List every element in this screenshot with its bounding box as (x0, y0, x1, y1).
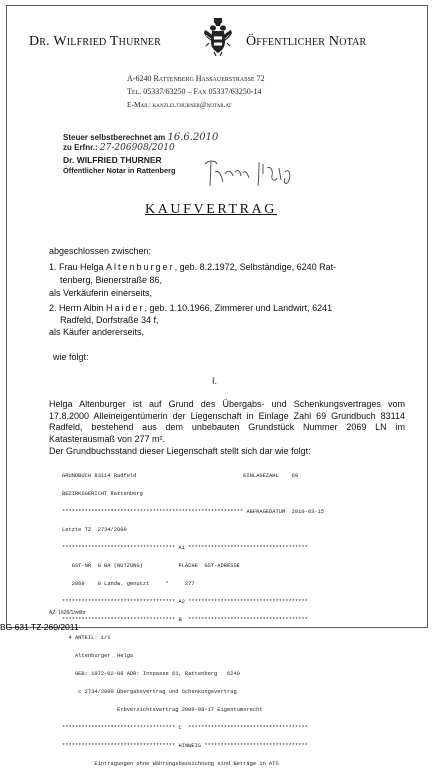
stamp-notary-name: Dr. WILFRIED THURNER (63, 155, 162, 165)
register-line: GRUNDBUCH 83114 Radfeld EINLAGEZAHL 69 (62, 473, 299, 479)
tax-date-handwritten: 16.6.2010 (167, 132, 219, 143)
tax-stamp-line-1 (63, 132, 218, 143)
buyer-role: als Käufer andererseits, (49, 327, 145, 337)
erfnr-label: zu Erfnr.: (63, 143, 98, 152)
land-register-excerpt (62, 461, 402, 779)
party-1-prefix: 1. Frau Helga (49, 262, 107, 272)
register-line: *********************************** A2 ************************************* (62, 599, 308, 605)
court-reference-footer: BG 631 TZ 260/2011 (0, 622, 79, 632)
register-line: c 2734/2000 Übergabsvertrag und Schenkungsvertrag (62, 689, 237, 695)
register-line: *********************************** B ************************************* (62, 617, 308, 623)
notary-title-heading: Öffentlicher Notar (246, 34, 367, 49)
register-line: Altenburger Helga (62, 653, 134, 659)
party-1-line-2: tenberg, Bienerstraße 86, (60, 275, 163, 285)
notary-name-heading: Dr. Wilfried Thurner (29, 34, 161, 49)
register-line: ******************************************************** ABFRAGEDATUM 2010-03-15 (62, 509, 325, 515)
tax-label: Steuer selbstberechnet am (63, 133, 166, 142)
section-number: I. (212, 376, 218, 386)
party-1-line-1 (49, 262, 336, 272)
tax-stamp-line-2 (63, 143, 175, 153)
register-line: *********************************** A1 ************************************* (62, 545, 308, 551)
party-2-line-2: Radfeld, Dorfstraße 34 f, (60, 315, 159, 325)
register-line: *********************************** C ************************************* (62, 725, 308, 731)
address-line: A-6240 Rattenberg Hassauerstrasse 72 (127, 74, 265, 83)
party-1-surname: Altenburger (106, 262, 175, 272)
register-line: Erbverzichtsvertrag 2000-08-17 Eigentumsrecht (62, 707, 263, 713)
seller-role: als Verkäuferin einerseits, (49, 288, 153, 298)
register-line: Eintragungen ohne Währungsbezeichnung sind Beträge in ATS (62, 761, 279, 767)
file-reference: AZ: 1626/1/wt/br (49, 610, 86, 616)
intro-text: abgeschlossen zwischen: (49, 246, 152, 256)
register-line: Letzte TZ 2734/2000 (62, 527, 127, 533)
section-paragraph-2: Der Grundbuchsstand dieser Liegenschaft stellt sich dar wie folgt: (49, 446, 311, 456)
register-line: GST-NR G BA (NUTZUNG) FLÄCHE GST-ADRESSE (62, 563, 240, 569)
party-2-prefix: 2. Herrn Albin (49, 303, 107, 313)
austrian-eagle-emblem (203, 18, 233, 58)
register-line: 2069 G Landw. genutzt * 277 (62, 581, 195, 587)
register-line: 4 ANTEIL: 1/1 (62, 635, 111, 641)
party-2-surname: Haider (106, 303, 145, 313)
party-2-line-1 (49, 303, 332, 313)
register-line: *********************************** HINWEIS ******************************** (62, 743, 308, 749)
erfnr-handwritten: 27-206908/2010 (99, 143, 175, 153)
notary-signature (203, 156, 303, 190)
eagle-icon (203, 18, 233, 58)
party-1-details: , geb. 8.2.1972, Selbständige, 6240 Rat- (174, 262, 337, 272)
document-title: KAUFVERTRAG (145, 202, 277, 217)
wie-folgt-text: wie folgt: (53, 352, 89, 362)
stamp-notary-location: Öffentlicher Notar in Rattenberg (63, 166, 176, 175)
email-line: E-Mail: kanzlei.thurner@notar.at (127, 100, 232, 109)
document-page (6, 5, 428, 767)
party-2-details: , geb. 1.10.1966, Zimmerer und Landwirt, 6241 (144, 303, 333, 313)
register-line: BEZIRKSGERICHT Rattenberg (62, 491, 143, 497)
section-paragraph: Helga Altenburger ist auf Grund des Übergabs- und Schenkungsvertrages vom 17.8.2000 Alleineigentümerin der Liegenschaft in Einlage Zahl 69 Grundbuch 83114 Radfeld, bestehend aus dem unbebauten Grundstück Nummer 2069 LN im Katasterausmaß von 277 m². (49, 399, 405, 444)
phone-line: Tel. 05337/63250 – Fax 05337/63250-14 (127, 87, 262, 96)
register-line: GEB: 1972-02-08 ADR: Innpasse 61, Rattenberg 6240 (62, 671, 240, 677)
